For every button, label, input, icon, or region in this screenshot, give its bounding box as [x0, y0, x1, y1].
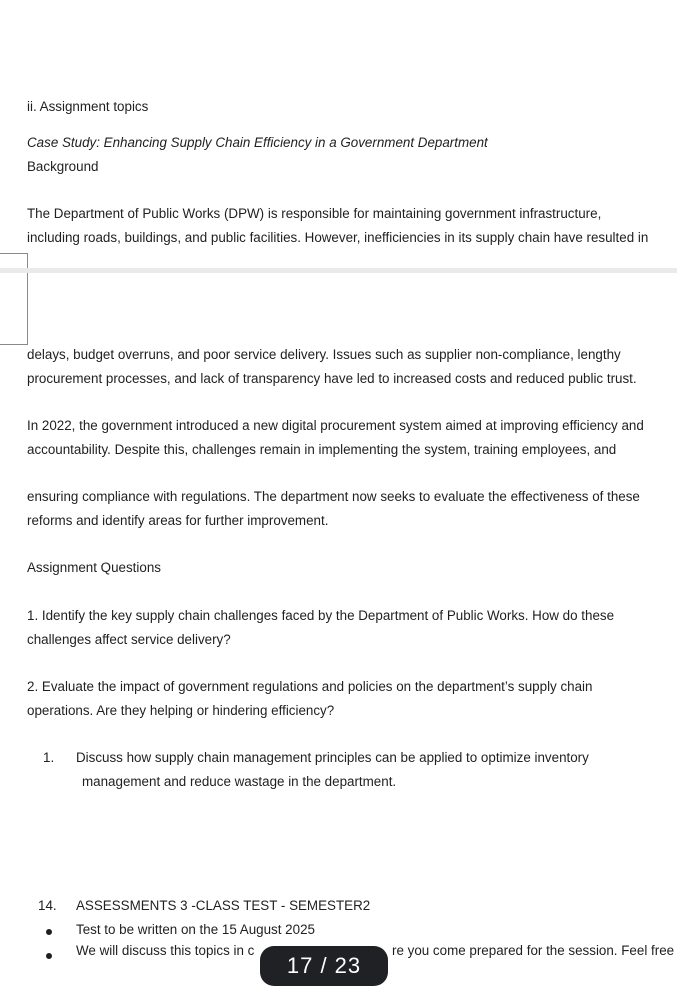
questions-heading: Assignment Questions — [27, 560, 161, 575]
question-line: Discuss how supply chain management principles can be applied to optimize inventory — [76, 750, 589, 765]
list-number: 1. — [43, 750, 55, 765]
crop-mark — [0, 253, 28, 268]
question-line: challenges affect service delivery? — [27, 632, 231, 647]
paragraph-line: accountability. Despite this, challenges remain in implementing the system, training employees, and — [27, 442, 617, 457]
section-number: 14. — [38, 898, 57, 913]
question-line: 2. Evaluate the impact of government regulations and policies on the department’s supply chain — [27, 679, 593, 694]
question-line: operations. Are they helping or hindering efficiency? — [27, 703, 335, 718]
document-page — [0, 0, 677, 268]
bullet-icon — [46, 953, 52, 959]
question-line: 1. Identify the key supply chain challenges faced by the Department of Public Works. How do these — [27, 608, 615, 623]
document-page — [0, 273, 677, 967]
question-line: management and reduce wastage in the department. — [82, 774, 397, 789]
bullet-text: Test to be written on the 15 August 2025 — [76, 922, 315, 937]
paragraph-line: In 2022, the government introduced a new digital procurement system aimed at improving efficiency and — [27, 418, 644, 433]
paragraph-line: ensuring compliance with regulations. The department now seeks to evaluate the effectiveness of these — [27, 489, 640, 504]
paragraph-line: reforms and identify areas for further improvement. — [27, 513, 329, 528]
background-heading: Background — [27, 159, 99, 174]
bullet-text: re you come prepared for the session. Feel free — [392, 943, 675, 958]
paragraph-line: procurement processes, and lack of transparency have led to increased costs and reduced public trust. — [27, 371, 637, 386]
paragraph-line: The Department of Public Works (DPW) is responsible for maintaining government infrastructure, — [27, 206, 602, 221]
paragraph-line: delays, budget overruns, and poor service delivery. Issues such as supplier non-compliance, lengthy — [27, 347, 621, 362]
page-indicator: 17 / 23 — [260, 946, 388, 986]
section-heading: ii. Assignment topics — [27, 99, 149, 114]
paragraph-line: including roads, buildings, and public facilities. However, inefficiencies in its supply chain have resulted in — [27, 230, 649, 245]
crop-mark — [0, 273, 28, 345]
bullet-text: We will discuss this topics in c — [76, 943, 255, 958]
bullet-icon — [46, 929, 52, 935]
case-study-title: Case Study: Enhancing Supply Chain Efficiency in a Government Department — [27, 135, 488, 150]
assessment-heading: ASSESSMENTS 3 -CLASS TEST - SEMESTER2 — [76, 898, 371, 913]
